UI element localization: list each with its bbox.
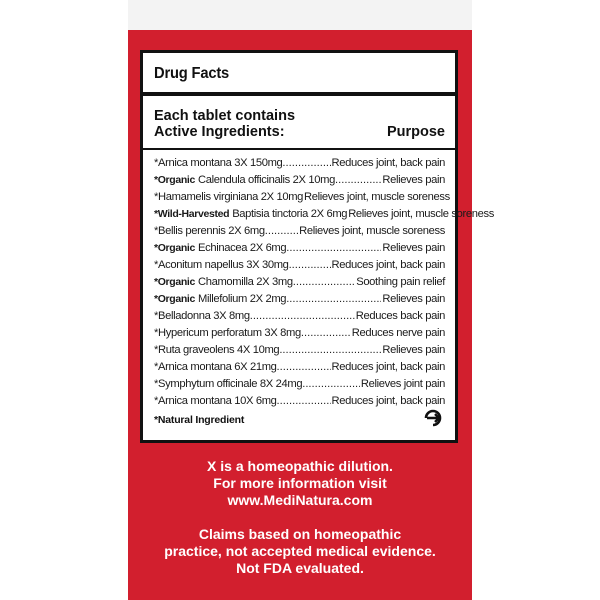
ingredient-name: *Aconitum napellus 3X 30mg xyxy=(154,258,289,271)
ingredient-name: *Arnica montana 3X 150mg xyxy=(154,156,283,169)
ingredient-name: *Hamamelis virginiana 2X 10mg xyxy=(154,190,304,203)
ingredient-name: *Ruta graveolens 4X 10mg xyxy=(154,343,280,356)
ingredient-name: *Belladonna 3X 8mg xyxy=(154,309,250,322)
ingredient-purpose: Relieves joint pain xyxy=(360,377,445,390)
claims-line-3: Not FDA evaluated. xyxy=(236,560,364,576)
ingredient-purpose: Relieves pain xyxy=(382,343,445,356)
ingredient-name: *Hypericum perforatum 3X 8mg xyxy=(154,326,301,339)
dot-leader xyxy=(279,342,381,359)
ingredient-row xyxy=(154,274,445,291)
active-ingredients-header: Active Ingredients: xyxy=(154,124,285,140)
dot-leader xyxy=(335,172,381,189)
ingredient-purpose: Reduces nerve pain xyxy=(351,326,445,339)
dot-leader xyxy=(265,223,298,240)
ingredient-tag: *Organic xyxy=(154,241,195,254)
dot-leader xyxy=(286,240,381,257)
natural-ingredient-footnote: *Natural Ingredient xyxy=(154,413,245,426)
ingredient-row xyxy=(154,223,445,240)
dot-leader xyxy=(286,291,381,308)
drug-facts-title: Drug Facts xyxy=(154,65,230,82)
dot-leader xyxy=(277,359,331,376)
ingredient-purpose: Reduces joint, back pain xyxy=(331,156,445,169)
ingredient-purpose: Relieves pain xyxy=(382,173,445,186)
ingredient-row xyxy=(154,393,445,410)
dot-leader xyxy=(250,308,355,325)
ingredient-purpose: Relieves joint, muscle soreness xyxy=(299,224,445,237)
ingredient-purpose: Reduces back pain xyxy=(355,309,445,322)
dot-leader xyxy=(293,274,355,291)
dot-leader xyxy=(301,325,351,342)
dilution-info xyxy=(128,458,472,509)
ingredient-row xyxy=(154,257,445,274)
ingredient-name: Chamomilla 2X 3mg xyxy=(197,275,293,288)
dot-leader xyxy=(302,376,360,393)
ingredient-purpose: Soothing pain relief xyxy=(356,275,445,288)
header-rule xyxy=(143,148,455,150)
ingredient-list xyxy=(154,155,495,410)
ingredient-row xyxy=(154,308,445,325)
dot-leader xyxy=(289,257,331,274)
each-tablet-line xyxy=(154,108,445,124)
section-header xyxy=(154,124,445,140)
ingredient-row xyxy=(154,342,445,359)
ingredient-row xyxy=(154,240,445,257)
ingredient-tag: *Organic xyxy=(154,275,195,288)
ingredient-row xyxy=(154,206,495,223)
ingredient-name: *Bellis perennis 2X 6mg xyxy=(154,224,265,237)
ingredient-row xyxy=(154,189,450,206)
ingredient-row xyxy=(154,155,445,172)
claims-line-1: Claims based on homeopathic xyxy=(198,526,402,542)
label-top-strip xyxy=(128,0,472,30)
ingredient-purpose: Relieves pain xyxy=(382,241,445,254)
ingredient-tag: *Wild-Harvested xyxy=(154,207,230,220)
drug-facts-panel xyxy=(140,50,495,443)
claims-disclaimer xyxy=(128,526,472,577)
ingredient-row xyxy=(154,376,445,393)
each-tablet-text: Each tablet contains xyxy=(154,108,296,124)
ingredient-name: Millefolium 2X 2mg xyxy=(197,292,287,305)
ingredient-purpose: Reduces joint, back pain xyxy=(331,258,445,271)
ingredient-tag: *Organic xyxy=(154,292,195,305)
claims-line-2: practice, not accepted medical evidence. xyxy=(164,543,436,559)
ingredient-purpose: Relieves pain xyxy=(382,292,445,305)
dilution-line: X is a homeopathic dilution. xyxy=(207,458,393,474)
ingredient-row xyxy=(154,359,445,376)
ingredient-name: Baptisia tinctoria 2X 6mg xyxy=(232,207,348,220)
title-rule xyxy=(143,92,455,96)
website-link: www.MediNatura.com xyxy=(227,492,373,508)
ingredient-row xyxy=(154,325,445,342)
ingredient-purpose: Relieves joint, muscle soreness xyxy=(348,207,495,220)
ingredient-purpose: Reduces joint, back pain xyxy=(331,394,445,407)
ingredient-purpose: Reduces joint, back pain xyxy=(331,360,445,373)
ingredient-name: *Arnica montana 10X 6mg xyxy=(154,394,277,407)
purpose-header: Purpose xyxy=(386,124,445,140)
ingredient-name: Echinacea 2X 6mg xyxy=(197,241,287,254)
ingredient-row xyxy=(154,172,445,189)
ingredient-name: *Symphytum officinale 8X 24mg xyxy=(154,377,303,390)
continue-arrow-icon xyxy=(423,408,443,428)
ingredient-purpose: Relieves joint, muscle soreness xyxy=(304,190,450,203)
ingredient-tag: *Organic xyxy=(154,173,195,186)
more-info-line: For more information visit xyxy=(213,475,387,491)
ingredient-name: *Arnica montana 6X 21mg xyxy=(154,360,277,373)
dot-leader xyxy=(282,155,330,172)
ingredient-row xyxy=(154,291,445,308)
dot-leader xyxy=(277,393,331,410)
ingredient-name: Calendula officinalis 2X 10mg xyxy=(197,173,336,186)
